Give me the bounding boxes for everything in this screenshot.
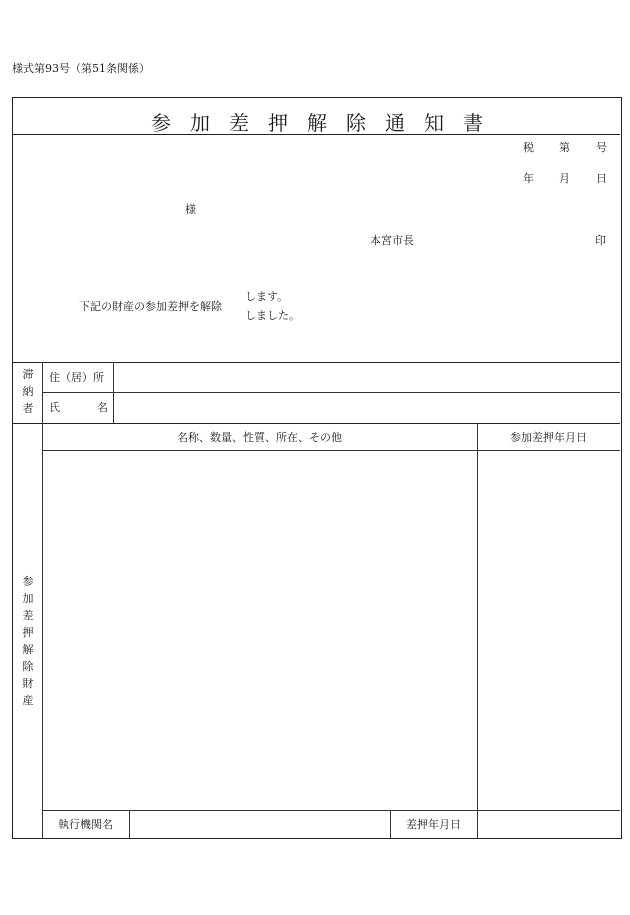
name-label-second: 名 (97, 401, 108, 414)
delinquent-row-divider (42, 392, 620, 393)
number-dai-label: 第 (559, 141, 570, 154)
name-label-first: 氏 (49, 401, 60, 414)
header-divider (13, 362, 620, 363)
title-divider (13, 134, 620, 135)
seal-mark: 印 (595, 234, 606, 247)
property-description-header: 名称、数量、性質、所在、その他 (177, 431, 342, 444)
month-label: 月 (559, 172, 570, 185)
year-label: 年 (523, 172, 534, 185)
executing-agency-label: 執行機関名 (58, 818, 113, 831)
property-label-divider (42, 423, 43, 838)
document-title: 参加差押解除通知書 (151, 111, 502, 135)
option-will-release: します。 (245, 290, 289, 303)
agency-label-divider (129, 810, 130, 838)
option-released: しました。 (245, 309, 300, 322)
form-number: 様式第93号（第51条関係） (12, 62, 150, 75)
notice-form (12, 97, 622, 839)
seizure-date-label: 差押年月日 (406, 818, 461, 831)
day-label: 日 (596, 172, 607, 185)
property-header-divider (42, 450, 620, 451)
address-label: 住（居）所 (49, 371, 104, 384)
participation-seizure-date-header: 参加差押年月日 (510, 431, 587, 444)
property-date-column-divider (477, 423, 478, 838)
issuer-name: 本宮市長 (370, 234, 414, 247)
delinquent-divider (13, 423, 620, 424)
delinquent-section-label: 滞 納 者 (22, 368, 34, 416)
number-go-label: 号 (596, 141, 607, 154)
tax-label: 税 (523, 141, 534, 154)
addressee-suffix: 様 (185, 203, 196, 216)
release-statement: 下記の財産の参加差押を解除 (79, 300, 222, 313)
property-section-label: 参 加 差 押 解 除 財 産 (22, 575, 34, 708)
